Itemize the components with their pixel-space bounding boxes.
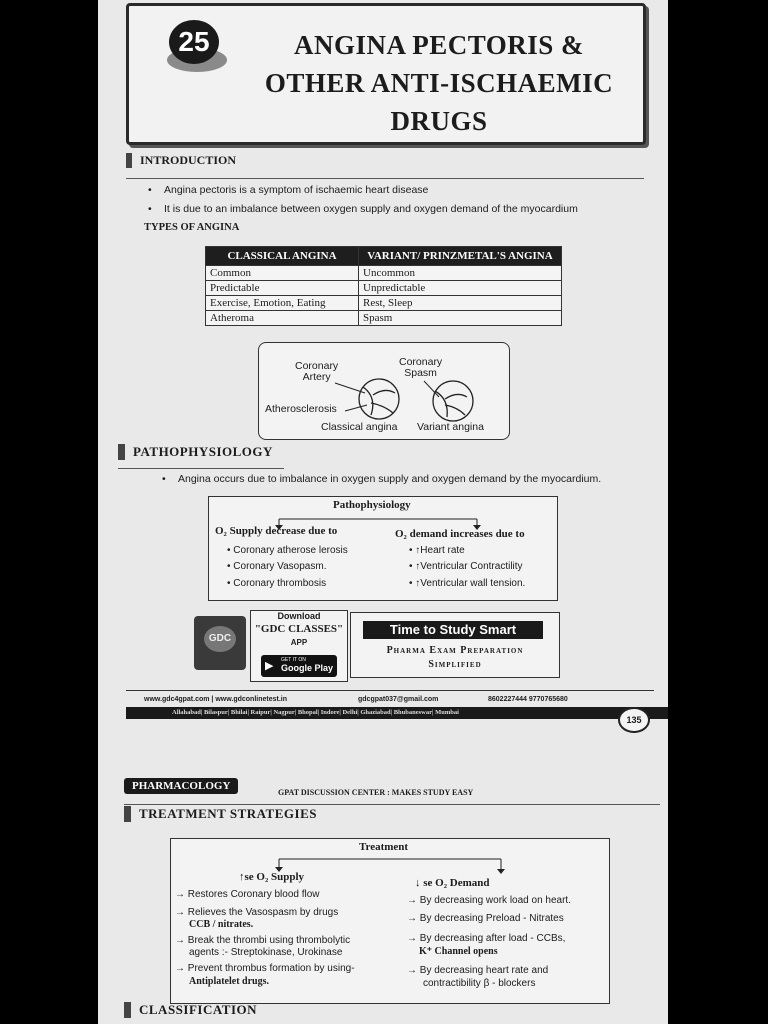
supply-item: agents :- Streptokinase, Urokinase [189, 947, 343, 958]
atherosclerosis-label: Atherosclerosis [265, 403, 337, 415]
demand-item: → By decreasing work load on heart. [407, 895, 571, 906]
table-row [206, 296, 562, 311]
subject-tag: PHARMACOLOGY [124, 778, 238, 794]
column-header: VARIANT/ PRINZMETAL'S ANGINA [359, 247, 562, 266]
types-of-angina-table [205, 246, 562, 326]
patho-box-title: Pathophysiology [333, 499, 411, 511]
classification-heading: CLASSIFICATION [124, 1002, 257, 1018]
download-text: Download [277, 611, 321, 621]
tagline-2: Simplified [428, 659, 482, 670]
app-name: "GDC CLASSES" [254, 623, 344, 635]
patho-bullet: • Angina occurs due to imbalance in oxygen supply and oxygen demand by the myocardium. [178, 473, 601, 485]
chapter-title [229, 26, 649, 140]
store-small-text: GET IT ON [281, 657, 306, 663]
store-text: Google Play [281, 663, 334, 673]
table-cell: Uncommon [359, 266, 562, 281]
table-cell: Atheroma [206, 311, 359, 326]
column-header: CLASSICAL ANGINA [206, 247, 359, 266]
branch-arrows [171, 839, 609, 879]
tagline-1: Pharma Exam Preparation [386, 645, 524, 656]
supply-title: O₂ Supply decrease due to [215, 525, 338, 537]
angina-diagram [258, 342, 510, 440]
table-cell: Rest, Sleep [359, 296, 562, 311]
title-line-1: ANGINA PECTORIS & [293, 30, 585, 60]
divider [126, 178, 644, 179]
supply-item: CCB / nitrates. [189, 919, 254, 930]
pathophysiology-heading: PATHOPHYSIOLOGY [118, 444, 273, 460]
page-number: 135 [618, 707, 650, 733]
table-row [206, 281, 562, 296]
types-heading: TYPES OF ANGINA [144, 222, 240, 233]
intro-bullet-1: • Angina pectoris is a symptom of ischaemic heart disease [164, 184, 428, 196]
download-app-panel [250, 610, 348, 682]
table-cell: Exercise, Emotion, Eating [206, 296, 359, 311]
demand-title: ↓ se O₂ Demand [415, 877, 490, 889]
play-store-icon: ▶ [265, 660, 274, 672]
coronary-spasm-label: Coronary Spasm [399, 356, 443, 379]
intro-bullet-2: • It is due to an imbalance between oxygen supply and oxygen demand of the myocardium [164, 203, 578, 215]
treatment-box [170, 838, 610, 1004]
textbook-page [98, 0, 668, 1024]
supply-item: Antiplatelet drugs. [189, 976, 269, 987]
study-smart-panel [350, 612, 560, 678]
demand-item: K⁺ Channel opens [419, 946, 498, 957]
variant-angina-label: Variant angina [417, 421, 484, 433]
gdc-app-icon: GDC [194, 616, 246, 670]
demand-item: → By decreasing heart rate and [407, 965, 549, 976]
treatment-box-title: Treatment [359, 841, 409, 853]
classical-angina-label: Classical angina [321, 421, 398, 433]
demand-item: contractibility β - blockers [423, 978, 536, 989]
supply-item: → Restores Coronary blood flow [175, 889, 320, 900]
app-text: APP [290, 638, 308, 647]
divider [126, 690, 654, 691]
table-cell: Predictable [206, 281, 359, 296]
demand-item: → By decreasing Preload - Nitrates [407, 913, 564, 924]
table-cell: Unpredictable [359, 281, 562, 296]
title-line-2: OTHER ANTI-ISCHAEMIC [264, 68, 614, 98]
footer-websites: www.gdc4gpat.com | www.gdconlinetest.in [144, 696, 288, 703]
divider [118, 468, 284, 469]
table-row [206, 311, 562, 326]
chapter-number-badge: 25 [169, 20, 219, 64]
supply-title: ↑se O₂ Supply [239, 871, 305, 883]
table-row [206, 266, 562, 281]
supply-item: → Break the thrombi using thrombolytic [175, 935, 351, 946]
chapter-title-box [126, 3, 646, 145]
supply-item: • Coronary atherose lerosis [227, 545, 348, 556]
artery-illustration [259, 343, 509, 439]
tagline: GPAT DISCUSSION CENTER : MAKES STUDY EASY [278, 788, 474, 797]
coronary-artery-label: Coronary Artery [295, 360, 339, 383]
demand-item: → By decreasing after load - CCBs, [407, 933, 566, 944]
footer-email: gdcgpat037@gmail.com [358, 696, 439, 703]
supply-item: → Prevent thrombus formation by using- [175, 963, 355, 974]
supply-item: → Relieves the Vasospasm by drugs [175, 907, 339, 918]
introduction-heading: INTRODUCTION [126, 153, 236, 168]
divider [124, 804, 660, 805]
gdc-app-advertisement[interactable] [190, 610, 558, 680]
study-smart-banner: Time to Study Smart [363, 621, 543, 639]
demand-item: • ↑Ventricular Contractility [409, 561, 523, 572]
demand-item: • ↑Heart rate [409, 545, 465, 556]
demand-item: • ↑Ventricular wall tension. [409, 578, 526, 589]
supply-item: • Coronary Vasopasm. [227, 561, 327, 572]
title-line-3: DRUGS [390, 106, 488, 136]
table-cell: Common [206, 266, 359, 281]
pathophysiology-box [208, 496, 558, 601]
supply-item: • Coronary thrombosis [227, 578, 327, 589]
treatment-heading: TREATMENT STRATEGIES [124, 806, 317, 822]
demand-title: O₂ demand increases due to [395, 528, 525, 540]
footer-phones: 8602227444 9770765680 [488, 696, 568, 703]
table-cell: Spasm [359, 311, 562, 326]
google-play-button[interactable] [261, 655, 337, 677]
table-header-row [206, 247, 562, 266]
footer-cities: Allahabad| Bilaspur| Bhilai| Raipur| Nagpur| Bhopal| Indore| Delhi| Ghaziabad| Bhubaneswar| Mumbai [126, 707, 668, 719]
